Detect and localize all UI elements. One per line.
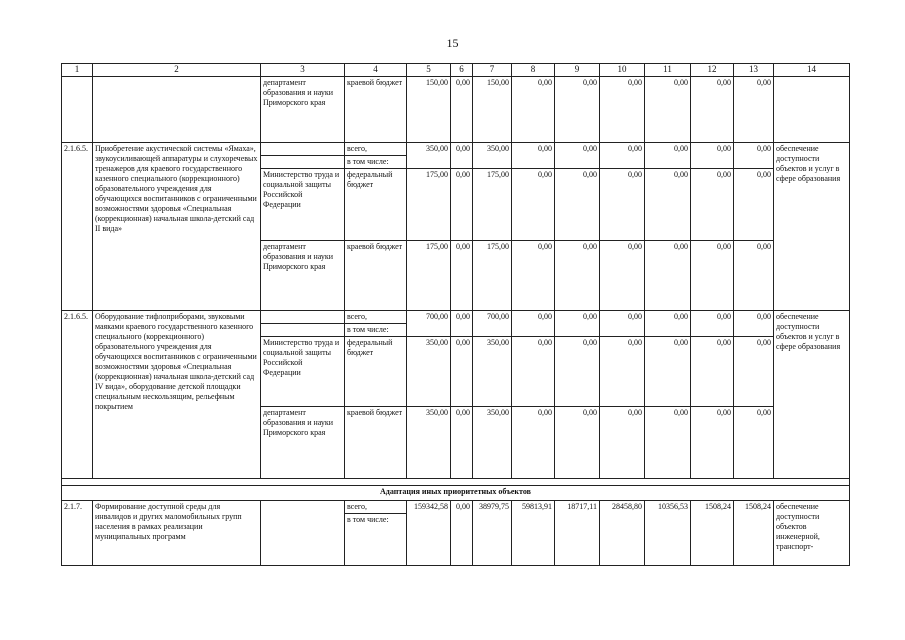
value-cell: 0,00 <box>600 407 645 479</box>
value-cell: 350,00 <box>473 407 512 479</box>
funding-source-cell: краевой бюджет <box>345 77 407 143</box>
value-cell: 0,00 <box>512 143 555 169</box>
value-cell: 1508,24 <box>691 501 734 566</box>
value-cell: 0,00 <box>734 143 774 169</box>
result-cell: обеспечение доступности объектов и услуг в сфере образования <box>774 143 850 311</box>
value-cell: 0,00 <box>734 169 774 241</box>
funding-source-cell: краевой бюджет <box>345 241 407 311</box>
value-cell: 0,00 <box>691 407 734 479</box>
header-cell: 2 <box>93 64 261 77</box>
value-cell: 0,00 <box>555 77 600 143</box>
value-cell: 0,00 <box>451 169 473 241</box>
value-cell: 0,00 <box>555 337 600 407</box>
value-cell: 700,00 <box>407 311 451 337</box>
value-cell: 1508,24 <box>734 501 774 566</box>
row-number-cell: 2.1.6.5. <box>62 143 93 311</box>
header-cell: 14 <box>774 64 850 77</box>
executor-cell <box>261 156 345 169</box>
value-cell: 350,00 <box>407 407 451 479</box>
value-cell: 0,00 <box>691 77 734 143</box>
value-cell: 150,00 <box>407 77 451 143</box>
total-label-cell: всего, <box>345 311 407 324</box>
value-cell: 59813,91 <box>512 501 555 566</box>
value-cell: 350,00 <box>473 143 512 169</box>
executor-cell <box>261 501 345 566</box>
header-cell: 5 <box>407 64 451 77</box>
table-row <box>62 479 850 486</box>
value-cell: 350,00 <box>407 337 451 407</box>
header-cell: 4 <box>345 64 407 77</box>
row-number-cell: 2.1.6.5. <box>62 311 93 479</box>
value-cell: 0,00 <box>512 407 555 479</box>
header-cell: 6 <box>451 64 473 77</box>
including-label-cell: в том числе: <box>345 156 407 169</box>
value-cell: 0,00 <box>645 407 691 479</box>
executor-cell <box>261 143 345 156</box>
section-heading: Адаптация иных приоритетных объектов <box>62 486 850 501</box>
value-cell: 0,00 <box>645 77 691 143</box>
value-cell: 0,00 <box>645 337 691 407</box>
value-cell: 0,00 <box>451 501 473 566</box>
result-cell: обеспечение доступности объектов и услуг в сфере образования <box>774 311 850 479</box>
value-cell: 0,00 <box>734 241 774 311</box>
value-cell: 0,00 <box>451 241 473 311</box>
value-cell: 0,00 <box>555 143 600 169</box>
value-cell: 0,00 <box>512 311 555 337</box>
value-cell: 28458,80 <box>600 501 645 566</box>
including-label-cell: в том числе: <box>345 324 407 337</box>
value-cell: 350,00 <box>473 337 512 407</box>
value-cell: 0,00 <box>600 337 645 407</box>
header-cell: 9 <box>555 64 600 77</box>
total-label-cell: всего, <box>345 501 407 514</box>
value-cell: 0,00 <box>691 337 734 407</box>
value-cell: 0,00 <box>555 311 600 337</box>
table-row <box>62 501 850 514</box>
value-cell: 0,00 <box>512 169 555 241</box>
executor-cell: департамент образования и науки Приморского края <box>261 77 345 143</box>
value-cell: 18717,11 <box>555 501 600 566</box>
value-cell: 0,00 <box>691 143 734 169</box>
value-cell: 0,00 <box>512 241 555 311</box>
funding-source-cell: федеральный бюджет <box>345 337 407 407</box>
value-cell: 0,00 <box>645 169 691 241</box>
value-cell: 0,00 <box>600 77 645 143</box>
executor-cell <box>261 324 345 337</box>
value-cell: 0,00 <box>734 311 774 337</box>
value-cell: 0,00 <box>451 407 473 479</box>
table-row <box>62 77 850 143</box>
total-label-cell: всего, <box>345 143 407 156</box>
value-cell: 0,00 <box>645 143 691 169</box>
event-name-cell: Оборудование тифлоприборами, звуковыми маяками краевого государственного казенного специального (коррекционного) образовательного учреждения для обучающихся воспитанников с ограниченными возможностями здоровья «Специальная (коррекционная) начальная школа-детский сад IV вида», оборудование детской площадки специальным нескользящим, рельефным покрытием <box>93 311 261 479</box>
value-cell: 0,00 <box>645 241 691 311</box>
table-row <box>62 143 850 156</box>
value-cell: 0,00 <box>451 337 473 407</box>
value-cell: 0,00 <box>600 143 645 169</box>
value-cell: 0,00 <box>451 143 473 169</box>
table-row <box>62 311 850 324</box>
header-cell: 8 <box>512 64 555 77</box>
executor-cell <box>261 311 345 324</box>
result-cell: обеспечение доступности объектов инженерной, транспорт- <box>774 501 850 566</box>
value-cell: 350,00 <box>407 143 451 169</box>
funding-source-cell: краевой бюджет <box>345 407 407 479</box>
value-cell: 0,00 <box>555 407 600 479</box>
value-cell: 0,00 <box>600 241 645 311</box>
row-number-cell <box>62 77 93 143</box>
value-cell: 0,00 <box>734 407 774 479</box>
value-cell: 38979,75 <box>473 501 512 566</box>
executor-cell: департамент образования и науки Приморского края <box>261 407 345 479</box>
value-cell: 0,00 <box>555 169 600 241</box>
header-cell: 3 <box>261 64 345 77</box>
funding-source-cell: федеральный бюджет <box>345 169 407 241</box>
header-cell: 7 <box>473 64 512 77</box>
value-cell: 159342,58 <box>407 501 451 566</box>
value-cell: 175,00 <box>473 241 512 311</box>
value-cell: 0,00 <box>600 311 645 337</box>
page-number: 15 <box>446 36 459 50</box>
value-cell: 175,00 <box>473 169 512 241</box>
value-cell: 0,00 <box>691 169 734 241</box>
value-cell: 175,00 <box>407 241 451 311</box>
section-row <box>62 486 850 501</box>
value-cell: 700,00 <box>473 311 512 337</box>
value-cell: 0,00 <box>734 77 774 143</box>
value-cell: 175,00 <box>407 169 451 241</box>
program-table <box>61 63 850 566</box>
header-cell: 1 <box>62 64 93 77</box>
value-cell: 0,00 <box>512 337 555 407</box>
value-cell: 0,00 <box>451 311 473 337</box>
event-name-cell: Формирование доступной среды для инвалидов и других маломобильных групп населения в рамках реализации муниципальных программ <box>93 501 261 566</box>
executor-cell: Министерство труда и социальной защиты Российской Федерации <box>261 169 345 241</box>
executor-cell: департамент образования и науки Приморского края <box>261 241 345 311</box>
row-number-cell: 2.1.7. <box>62 501 93 566</box>
header-cell: 10 <box>600 64 645 77</box>
including-label-cell: в том числе: <box>345 514 407 566</box>
value-cell: 0,00 <box>691 311 734 337</box>
value-cell: 10356,53 <box>645 501 691 566</box>
header-cell: 12 <box>691 64 734 77</box>
value-cell: 0,00 <box>600 169 645 241</box>
executor-cell: Министерство труда и социальной защиты Российской Федерации <box>261 337 345 407</box>
value-cell: 0,00 <box>555 241 600 311</box>
header-row <box>62 64 850 77</box>
event-name-cell <box>93 77 261 143</box>
value-cell: 0,00 <box>512 77 555 143</box>
result-cell <box>774 77 850 143</box>
spacer-cell <box>62 479 850 486</box>
event-name-cell: Приобретение акустической системы «Ямаха», звукоусиливающей аппаратуры и слухоречевых тренажеров для краевого государственного казенного специального (коррекционного) образовательного учреждения для обучающихся воспитанников с ограниченными возможностями здоровья «Специальная (коррекционная) начальная школа-детский сад II вида» <box>93 143 261 311</box>
value-cell: 150,00 <box>473 77 512 143</box>
value-cell: 0,00 <box>691 241 734 311</box>
value-cell: 0,00 <box>734 337 774 407</box>
value-cell: 0,00 <box>645 311 691 337</box>
value-cell: 0,00 <box>451 77 473 143</box>
header-cell: 13 <box>734 64 774 77</box>
header-cell: 11 <box>645 64 691 77</box>
